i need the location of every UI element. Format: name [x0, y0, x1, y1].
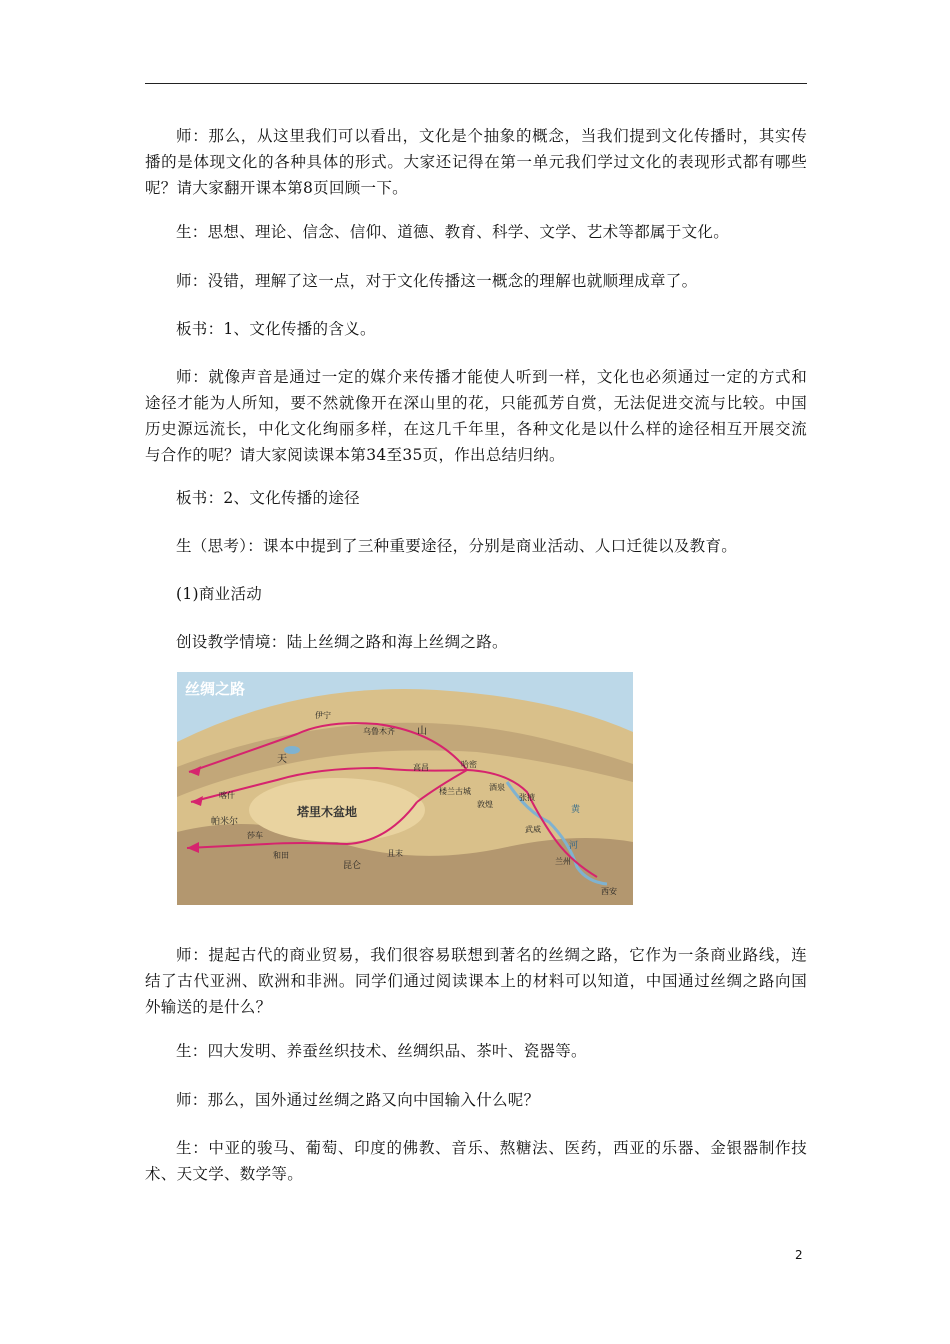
label-yili: 伊宁: [315, 711, 331, 720]
label-lanzhou: 兰州: [555, 857, 571, 866]
paragraph-blackboard-1: 板书：1、文化传播的含义。: [176, 320, 376, 338]
label-shan: 山: [417, 726, 427, 737]
label-gaochang: 高昌: [413, 763, 429, 772]
paragraph-student-3: 生：四大发明、养蚕丝织技术、丝绸织品、茶叶、瓷器等。: [176, 1042, 587, 1060]
label-kunlun: 昆仑: [343, 861, 362, 871]
label-hami: 哈密: [461, 760, 477, 769]
paragraph-heading-commerce: (1)商业活动: [176, 585, 263, 603]
label-wuwei: 武威: [525, 825, 541, 834]
map-lake: [284, 746, 300, 754]
label-river: 河: [569, 841, 579, 851]
paragraph-teacher-5: 师：那么，国外通过丝绸之路又向中国输入什么呢？: [176, 1091, 540, 1109]
paragraph-student-2: 生（思考）：课本中提到了三种重要途径，分别是商业活动、人口迁徙以及教育。: [176, 537, 738, 555]
label-yellow: 黄: [571, 805, 581, 815]
paragraph-teacher-3: 师：就像声音是通过一定的媒介来传播才能使人听到一样，文化也必须通过一定的方式和途径才能为人所知，要不然就像开在深山里的花，只能孤芳自赏，无法促进交流与比较。中国历史源远流长，中化文化绚丽多样，在这几千年里，各种文化是以什么样的途径相互开展交流与合作的呢？请大家阅读课本第34至35页，作出总结归纳。: [145, 368, 807, 464]
silk-road-map: [177, 672, 633, 905]
label-loulan: 楼兰古城: [439, 787, 471, 796]
paragraph-student-1: 生：思想、理论、信念、信仰、道德、教育、科学、文学、艺术等都属于文化。: [176, 223, 730, 241]
header-rule: [145, 83, 807, 84]
label-xian: 西安: [601, 887, 617, 896]
label-zhangye: 张掖: [519, 793, 535, 802]
paragraph-scenario: 创设教学情境：陆上丝绸之路和海上丝绸之路。: [176, 633, 508, 651]
label-tian: 天: [277, 754, 287, 765]
paragraph-teacher-4: 师：提起古代的商业贸易，我们很容易联想到著名的丝绸之路，它作为一条商业路线，连结了古代亚洲、欧洲和非洲。同学们通过阅读课本上的材料可以知道，中国通过丝绸之路向国外输送的是什么？: [145, 946, 807, 1016]
label-kashgar: 喀什: [219, 791, 235, 800]
label-qiemo: 且末: [387, 849, 403, 858]
map-title: 丝绸之路: [185, 680, 246, 698]
paragraph-teacher-2: 师：没错，理解了这一点，对于文化传播这一概念的理解也就顺理成章了。: [176, 272, 698, 290]
label-pamir: 帕米尔: [211, 817, 239, 827]
paragraph-teacher-1: 师：那么，从这里我们可以看出，文化是个抽象的概念，当我们提到文化传播时，其实传播的是体现文化的各种具体的形式。大家还记得在第一单元我们学过文化的表现形式都有哪些呢？请大家翻开课本第8页回顾一下。: [145, 127, 807, 197]
page-number: 2: [795, 1248, 803, 1262]
label-shache: 莎车: [247, 831, 263, 840]
label-dunhuang: 敦煌: [477, 800, 493, 809]
label-jiuquan: 酒泉: [489, 783, 505, 792]
paragraph-student-4: 生：中亚的骏马、葡萄、印度的佛教、音乐、熬糖法、医药，西亚的乐器、金银器制作技术、天文学、数学等。: [145, 1139, 807, 1183]
label-urumqi: 乌鲁木齐: [363, 727, 395, 736]
label-basin: 塔里木盆地: [297, 805, 358, 819]
paragraph-blackboard-2: 板书：2、文化传播的途径: [176, 489, 360, 507]
label-hotan: 和田: [273, 851, 289, 860]
